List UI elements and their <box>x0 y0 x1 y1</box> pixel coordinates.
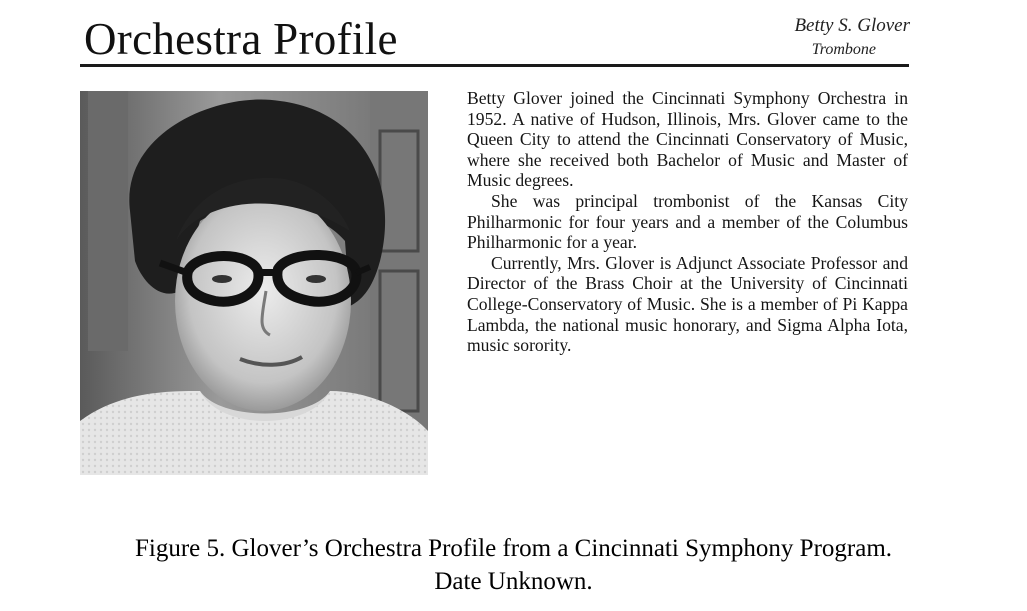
figure-caption <box>0 532 1027 598</box>
portrait-photo <box>80 91 428 475</box>
caption-line-1: Figure 5. Glover’s Orchestra Profile from a Cincinnati Symphony Program. <box>134 535 893 562</box>
profile-article <box>467 88 908 356</box>
byline-instrument: Trombone <box>811 41 876 58</box>
article-paragraph: Currently, Mrs. Glover is Adjunct Associate Professor and Director of the Brass Choir at the University of Cincinnati College-Conservatory of Music. She is a member of Pi Kappa Lambda, the national music honorary, and Sigma Alpha Iota, music sorority. <box>467 252 908 356</box>
article-paragraph: Betty Glover joined the Cincinnati Symphony Orchestra in 1952. A native of Hudson, Illinois, Mrs. Glover came to the Queen City to attend the Cincinnati Conservatory of Music, where she received both Bachelor of Music and Master of Music degrees. <box>467 88 908 191</box>
caption-line-2: Date Unknown. <box>434 568 593 595</box>
headline-rule <box>80 64 909 67</box>
article-paragraph: She was principal trombonist of the Kansas City Philharmonic for four years and a member of the Columbus Philharmonic for a year. <box>467 190 908 253</box>
byline-name: Betty S. Glover <box>794 15 910 36</box>
profile-headline: Orchestra Profile <box>84 14 398 64</box>
